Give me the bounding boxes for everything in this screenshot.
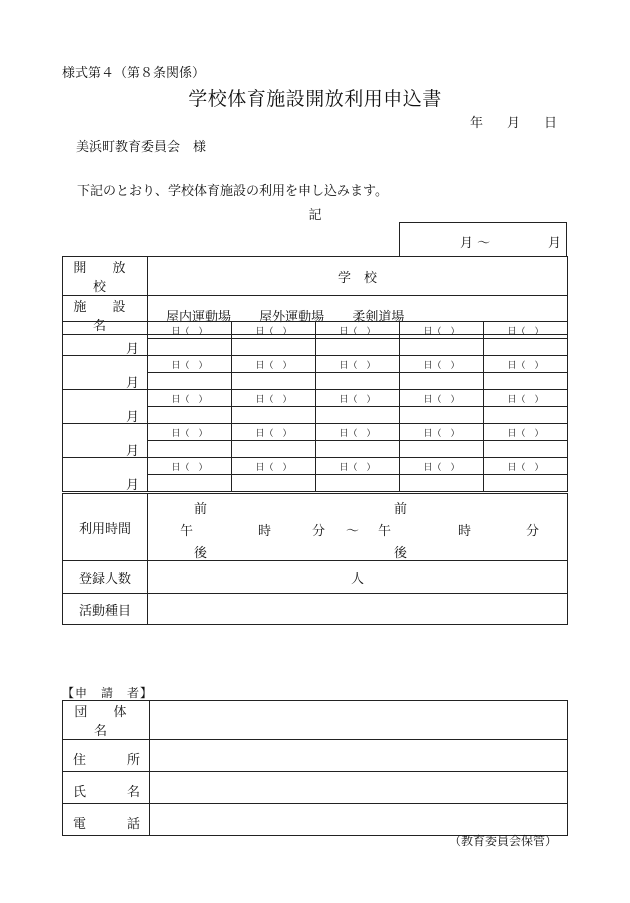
facility-budo[interactable]: 柔剣道場 xyxy=(352,309,405,325)
day-cell[interactable]: 日（ ） xyxy=(232,458,316,475)
phone-label xyxy=(63,804,150,836)
day-detail-cell[interactable] xyxy=(484,373,568,390)
period-end: 月 xyxy=(548,236,562,251)
address-input[interactable] xyxy=(150,740,568,772)
day-cell[interactable]: 日（ ） xyxy=(232,390,316,407)
schedule-row xyxy=(63,322,568,339)
address-row xyxy=(63,740,568,772)
day-cell[interactable]: 日（ ） xyxy=(316,356,400,373)
day-detail-cell[interactable] xyxy=(400,373,484,390)
day-cell[interactable]: 日（ ） xyxy=(316,322,400,339)
usage-time-label: 利用時間 xyxy=(63,494,148,561)
day-cell[interactable]: 日（ ） xyxy=(400,424,484,441)
schedule-row xyxy=(63,424,568,441)
members-value[interactable]: 人 xyxy=(148,561,568,594)
activity-label: 活動種目 xyxy=(63,594,148,625)
date-year: 年 xyxy=(469,116,483,131)
time-end-mae: 前 xyxy=(394,502,408,517)
day-detail-cell[interactable] xyxy=(484,339,568,356)
day-cell[interactable]: 日（ ） xyxy=(232,322,316,339)
day-detail-cell[interactable] xyxy=(316,441,400,458)
address-label xyxy=(63,740,150,772)
footer-note: （教育委員会保管） xyxy=(448,834,557,848)
phone-row xyxy=(63,804,568,836)
school-label: 開 放 校 xyxy=(63,257,148,296)
day-detail-cell[interactable] xyxy=(148,373,232,390)
day-detail-cell[interactable] xyxy=(316,407,400,424)
month-label: 月 xyxy=(125,376,139,391)
activity-value[interactable] xyxy=(148,594,568,625)
date-month: 月 xyxy=(506,116,520,131)
day-detail-cell[interactable] xyxy=(484,441,568,458)
form-id: 様式第４（第８条関係） xyxy=(62,66,206,81)
day-cell[interactable]: 日（ ） xyxy=(148,424,232,441)
day-cell[interactable]: 日（ ） xyxy=(484,356,568,373)
name-label-b: 名 xyxy=(127,785,141,800)
month-cell[interactable] xyxy=(63,322,148,356)
date-day: 日 xyxy=(543,116,557,131)
facility-indoor[interactable]: 屋内運動場 xyxy=(166,309,232,325)
school-row xyxy=(63,257,568,296)
day-cell[interactable]: 日（ ） xyxy=(148,390,232,407)
day-detail-cell[interactable] xyxy=(484,407,568,424)
time-end-ato: 後 xyxy=(394,546,408,561)
addressee: 美浜町教育委員会 様 xyxy=(76,140,207,155)
month-label: 月 xyxy=(125,444,139,459)
time-start-ato: 後 xyxy=(194,546,208,561)
schedule-row xyxy=(63,458,568,475)
group-row xyxy=(63,701,568,740)
address-label-a: 住 xyxy=(73,753,87,768)
facility-label: 施 設 名 xyxy=(63,296,148,335)
date-line xyxy=(446,112,557,131)
day-detail-cell[interactable] xyxy=(232,441,316,458)
phone-label-a: 電 xyxy=(73,817,87,832)
day-detail-cell[interactable] xyxy=(232,407,316,424)
day-cell[interactable]: 日（ ） xyxy=(148,356,232,373)
time-start-fun: 分 xyxy=(312,524,326,539)
month-cell[interactable] xyxy=(63,424,148,458)
day-detail-cell[interactable] xyxy=(232,373,316,390)
day-cell[interactable]: 日（ ） xyxy=(232,424,316,441)
time-end-ji: 時 xyxy=(458,524,472,539)
day-detail-cell[interactable] xyxy=(400,407,484,424)
day-cell[interactable]: 日（ ） xyxy=(484,390,568,407)
name-input[interactable] xyxy=(150,772,568,804)
time-tilde: ～ xyxy=(346,524,360,539)
period-start: 月 ～ xyxy=(460,236,491,251)
page-title: 学校体育施設開放利用申込書 xyxy=(188,88,442,110)
day-detail-cell[interactable] xyxy=(148,441,232,458)
day-cell[interactable]: 日（ ） xyxy=(316,390,400,407)
phone-label-b: 話 xyxy=(127,817,141,832)
day-cell[interactable]: 日（ ） xyxy=(484,424,568,441)
facility-outdoor[interactable]: 屋外運動場 xyxy=(259,309,325,325)
month-cell[interactable] xyxy=(63,356,148,390)
usage-time-value[interactable] xyxy=(148,494,568,561)
day-detail-cell[interactable] xyxy=(316,339,400,356)
day-cell[interactable]: 日（ ） xyxy=(400,356,484,373)
period-field[interactable] xyxy=(399,222,567,256)
day-detail-cell[interactable] xyxy=(316,475,400,492)
day-cell[interactable]: 日（ ） xyxy=(484,458,568,475)
group-input[interactable] xyxy=(150,701,568,740)
day-detail-cell[interactable] xyxy=(484,475,568,492)
address-label-b: 所 xyxy=(127,753,141,768)
applicant-table xyxy=(62,700,568,836)
day-detail-cell[interactable] xyxy=(232,339,316,356)
day-cell[interactable]: 日（ ） xyxy=(400,458,484,475)
applicant-heading: 【申 請 者】 xyxy=(62,686,154,700)
month-label: 月 xyxy=(125,342,139,357)
day-cell[interactable]: 日（ ） xyxy=(400,322,484,339)
activity-row xyxy=(63,594,568,625)
intro-text: 下記のとおり、学校体育施設の利用を申し込みます。 xyxy=(77,184,388,199)
usage-table xyxy=(62,493,568,625)
day-detail-cell[interactable] xyxy=(232,475,316,492)
schedule-body xyxy=(63,322,568,492)
day-detail-cell[interactable] xyxy=(400,475,484,492)
schedule-table xyxy=(62,321,568,492)
day-cell[interactable]: 日（ ） xyxy=(148,322,232,339)
school-value[interactable]: 学 校 xyxy=(148,257,568,296)
day-detail-cell[interactable] xyxy=(400,339,484,356)
day-detail-cell[interactable] xyxy=(316,373,400,390)
ki-mark: 記 xyxy=(308,208,322,223)
members-row xyxy=(63,561,568,594)
month-label: 月 xyxy=(125,410,139,425)
month-label: 月 xyxy=(125,478,139,493)
day-detail-cell[interactable] xyxy=(148,339,232,356)
day-cell[interactable]: 日（ ） xyxy=(400,390,484,407)
time-end-fun: 分 xyxy=(526,524,540,539)
time-end-go: 午 xyxy=(378,524,392,539)
group-label: 団 体 名 xyxy=(63,701,150,740)
phone-input[interactable] xyxy=(150,804,568,836)
name-row xyxy=(63,772,568,804)
time-start-mae: 前 xyxy=(194,502,208,517)
time-start-ji: 時 xyxy=(258,524,272,539)
day-detail-cell[interactable] xyxy=(148,475,232,492)
day-detail-cell[interactable] xyxy=(400,441,484,458)
schedule-row xyxy=(63,390,568,407)
month-cell[interactable] xyxy=(63,458,148,492)
day-cell[interactable]: 日（ ） xyxy=(316,424,400,441)
day-cell[interactable]: 日（ ） xyxy=(232,356,316,373)
day-cell[interactable]: 日（ ） xyxy=(316,458,400,475)
name-label xyxy=(63,772,150,804)
day-detail-cell[interactable] xyxy=(148,407,232,424)
time-start-go: 午 xyxy=(180,524,194,539)
day-cell[interactable]: 日（ ） xyxy=(484,322,568,339)
usage-time-row xyxy=(63,494,568,561)
month-cell[interactable] xyxy=(63,390,148,424)
day-cell[interactable]: 日（ ） xyxy=(148,458,232,475)
members-label: 登録人数 xyxy=(63,561,148,594)
schedule-row xyxy=(63,356,568,373)
name-label-a: 氏 xyxy=(73,785,87,800)
